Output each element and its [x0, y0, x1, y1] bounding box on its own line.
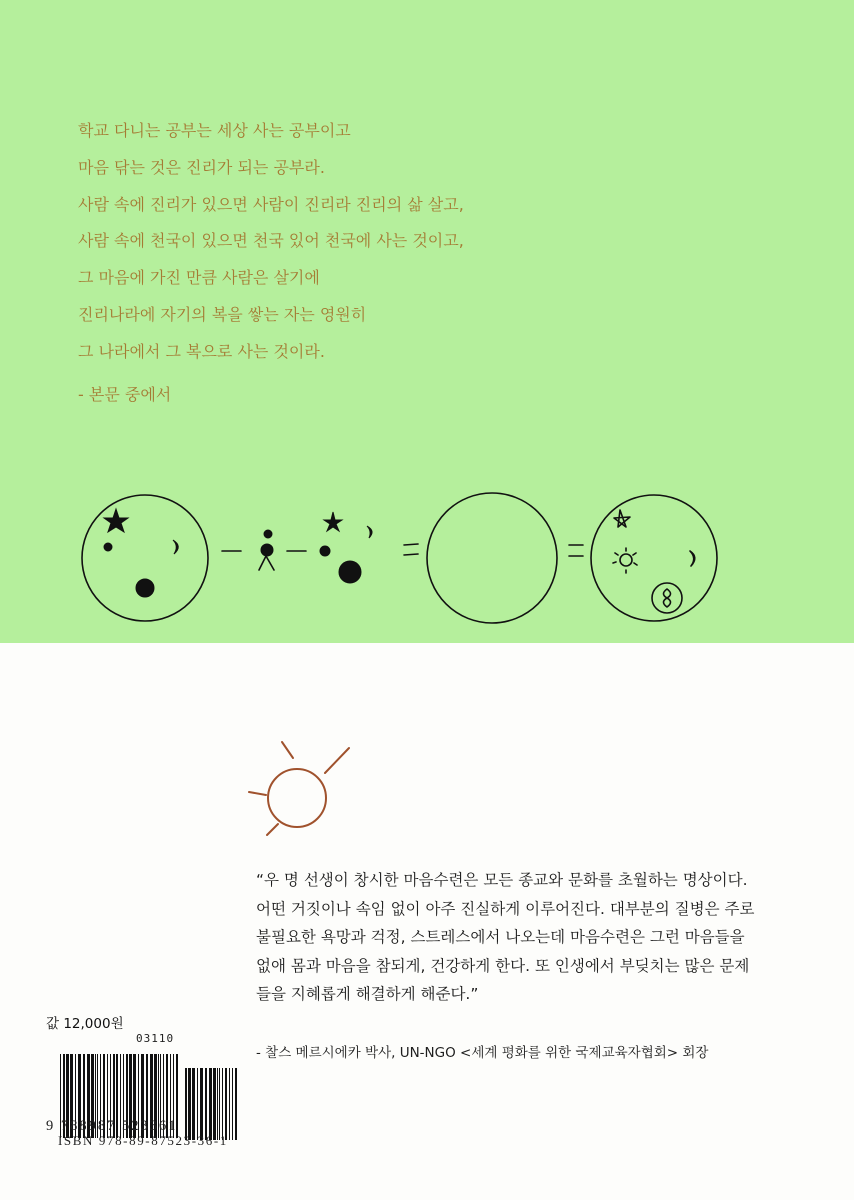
barcode-bar: [185, 1068, 187, 1140]
barcode-addon-digits: 03110: [136, 1032, 175, 1045]
sun-icon: [245, 735, 355, 845]
barcode-bar: [232, 1068, 233, 1140]
barcode-bar: [225, 1068, 227, 1140]
quote-line: 없애 몸과 마음을 참되게, 건강하게 한다. 또 인생에서 부딪치는 많은 문제: [256, 956, 750, 975]
barcode-bar: [235, 1068, 237, 1140]
quote-line: 어떤 거짓이나 속임 없이 아주 진실하게 이루어진다. 대부분의 질병은 주로: [256, 899, 755, 918]
barcode-bar: [219, 1068, 220, 1140]
poem-line: 사람 속에 진리가 있으면 사람이 진리라 진리의 삶 살고,: [78, 194, 464, 214]
poem-line: 마음 닦는 것은 진리가 되는 공부라.: [78, 157, 325, 177]
isbn-number: ISBN 978-89-87523-36-1: [58, 1133, 228, 1148]
circle-diagram-illustration: [0, 490, 854, 630]
barcode-bar: [205, 1068, 207, 1140]
barcode-bar: [213, 1068, 216, 1140]
barcode-bar: [188, 1068, 191, 1140]
circle-left-sketch: [82, 495, 208, 621]
quote-line: “우 명 선생이 창시한 마음수련은 모든 종교와 문화를 초월하는 명상이다.: [256, 871, 748, 889]
circle-empty-sketch: [427, 493, 557, 623]
barcode-bar: [217, 1068, 218, 1140]
endorsement-quote: [256, 866, 816, 1009]
barcode-bar: [222, 1068, 223, 1140]
quote-line: 들을 지혜롭게 해결하게 해준다.”: [256, 985, 479, 1003]
barcode-bar: [200, 1068, 203, 1140]
quote-line: 불필요한 욕망과 걱정, 스트레스에서 나오는데 마음수련은 그런 마음들을: [256, 928, 745, 946]
poem-line: 진리나라에 자기의 복을 쌓는 자는 영원히: [78, 304, 367, 324]
quote-attribution: - 찰스 메르시에카 박사, UN-NGO <세계 평화를 위한 국제교육자협회> 회장: [256, 1045, 709, 1061]
barcode-bar: [229, 1068, 230, 1140]
poem-line: 그 마음에 가진 만큼 사람은 살기에: [78, 268, 320, 288]
barcode-bar: [209, 1068, 212, 1140]
price-label: 값 12,000원: [46, 1016, 124, 1032]
barcode-bar: [197, 1068, 198, 1140]
poem-line: 그 나라에서 그 복으로 사는 것이라.: [78, 341, 325, 361]
poem-line: 사람 속에 천국이 있으면 천국 있어 천국에 사는 것이고,: [78, 231, 464, 251]
barcode-bar: [192, 1068, 195, 1140]
circle-right-sketch: [591, 495, 717, 621]
barcode-ean-digits: 9 788987 523361: [46, 1118, 178, 1134]
poem-line: 학교 다니는 공부는 세상 사는 공부이고: [78, 121, 351, 140]
poem-source: - 본문 중에서: [78, 385, 172, 404]
poem-block: [78, 113, 464, 371]
